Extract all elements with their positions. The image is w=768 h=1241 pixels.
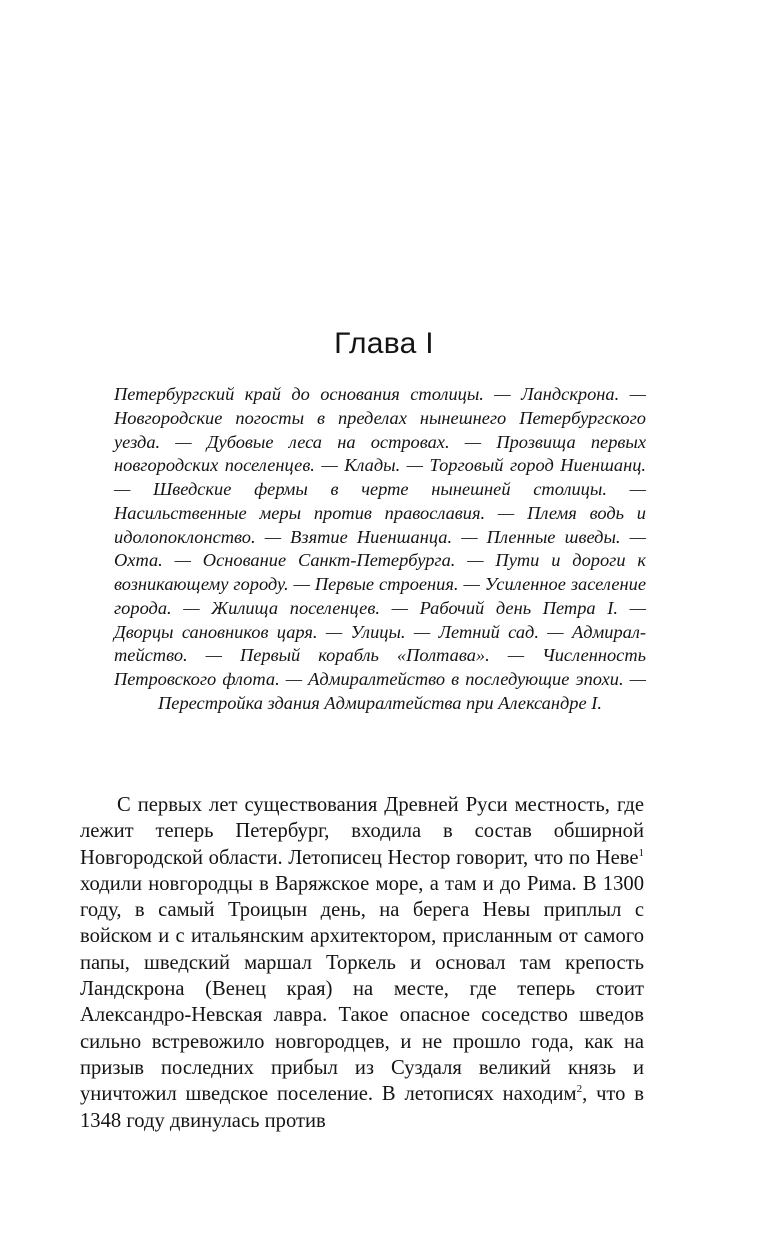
chapter-title: Глава I (334, 327, 434, 360)
chapter-synopsis: Петербургский край до основания столицы. — Ландскрона. — Новгородские погосты в пределах нынешнего Петербургского уезда. — Дубовые леса на островах. — Прозвища первых новгородских поселенцев. — Клады. — Торговый город Ниеншанц. — Шведские фермы в черте нынешней столицы. — Насильственные меры против православия. — Племя водь и идолопоклонство. — Взятие Ниеншанца. — Пленные шведы. — Охта. — Основание Санкт-Петербурга. — Пути и дороги к возникающему городу. — Первые строения. — Усиленное заселение города. — Жилища поселенцев. — Рабочий день Петра I. — Дворцы сановников царя. — Улицы. — Летний сад. — Адмиралтейство. — Первый корабль «Полтава». — Численность Петровского флота. — Адмиралтейство в последующие эпохи. — Перестройка здания Адмиралтейства при Александре I. (114, 384, 646, 713)
body-paragraph (80, 792, 644, 1134)
footnote-ref-2[interactable]: 2 (576, 1083, 583, 1096)
footnote-ref-1[interactable]: 1 (638, 846, 644, 859)
body-text-part-2: ходили новгородцы в Варяжское море, а там и до Рима. В 1300 году, в самый Троицын день, на берега Невы приплыл с войском и с итальянским архитектором, присланным от самого папы, шведский маршал Торкель и основал там крепость Ландскрона (Венец края) на месте, где теперь стоит Александро-Невская лавра. Такое опасное соседство шведов сильно встревожило новгородцев, и не прошло года, как на призыв последних прибыл из Суздаля великий князь и уничтожил шведское поселение. В летописях находим (80, 872, 644, 1106)
body-text-part-3: , что в 1348 году двинулась против (80, 1083, 644, 1132)
body-text-part-1: С первых лет существования Древней Руси местность, где лежит теперь Петербург, входила в состав обширной Новгородской области. Летописец Нестор говорит, что по Неве (80, 794, 644, 869)
